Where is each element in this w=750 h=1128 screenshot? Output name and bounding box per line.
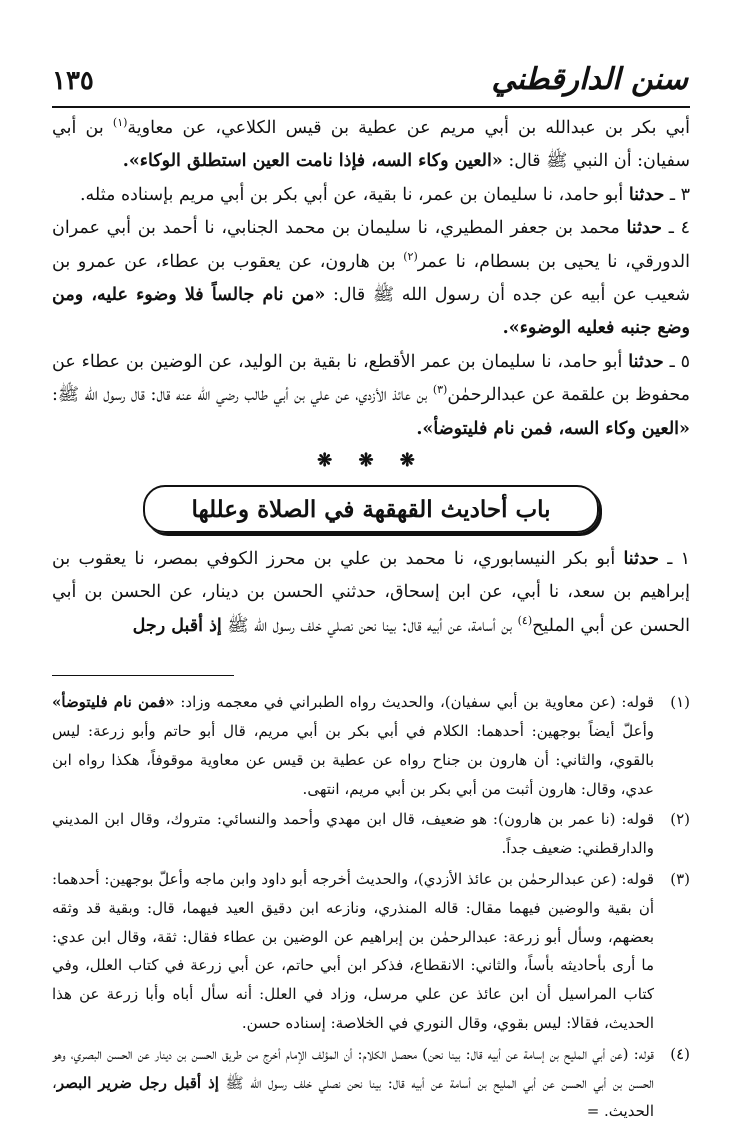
hadith-paragraphs [52,112,690,446]
text-run: محمد بن جعفر المطيري، نا سليمان بن محمد الجنابي، نا أحمد بن أبي عمران الدورقي، نا يحيى بن بسطام، نا عمر [52,218,691,272]
footnote-marker: (١) [112,116,128,130]
footnote [52,1040,690,1126]
text-run: بن أسامة، عن أبيه قال: بينا نحن نصلي خلف رسول الله ﷺ [221,615,518,636]
footnote-text [52,865,654,1038]
footnote [52,688,690,803]
text-run: ٥ ـ [663,351,690,372]
text-run: قوله: (عن معاوية بن أبي سفيان)، والحديث رواه الطبراني في معجمه وزاد: [174,693,654,712]
text-run: ، الحديث. = [52,1073,654,1121]
bold-text: إذ أقبل رجل [132,615,222,636]
text-run: أبو بكر النيسابوري، نا محمد بن علي بن محرز الكوفي بمصر، نا يعقوب بن إبراهيم بن سعد، نا أبي، عن ابن إسحاق، حدثني الحسن بن دينار، عن الحسن بن أبي الحسن عن أبي المليح [52,549,690,636]
text-run: ١ ـ [658,549,690,570]
text-run: ٣ ـ [664,184,690,205]
section-divider-stars: ❋ ❋ ❋ [317,450,425,472]
chapter-paragraph [52,543,690,643]
hadith-paragraph [52,346,690,446]
text-run: بن عائذ الأزدي، عن علي بن أبي طالب رضي الله عنه قال: قال رسول الله ﷺ: [52,385,433,406]
bold-text: حدثنا [628,184,665,205]
bold-text: «من نام جالساً فلا وضوء عليه، ومن وضع جنبه فعليه الوضوء». [52,285,690,339]
page-header [52,62,690,112]
bold-text: «فمن نام فليتوضأ» [52,693,175,712]
chapter-title: باب أحاديث القهقهة في الصلاة وعللها [191,495,551,523]
main-text [52,112,690,643]
footnotes [52,688,690,1126]
footnote-number: (٣) [670,870,690,889]
footnote-marker: (٣) [432,383,448,397]
page-number: ١٣٥ [52,66,94,96]
bold-text: حدثنا [623,549,659,570]
text-run: قوله: (نا عمر بن هارون): هو ضعيف، قال ابن مهدي وأحمد والنسائي: متروك، وقال ابن المديني والدارقطني: ضعيف جداً. [52,810,654,858]
footnote-number: (٢) [670,810,690,829]
text-run: قوله: (عن عبدالرحمٰن بن عائذ الأزدي)، والحديث أخرجه أبو داود وابن ماجه وأعلّ بوجهين: أحدهما: أن بقية والوضين فيهما مقال: قاله المنذري، ونازعه ابن دقيق العيد فيهما، قال: وبقية قد وثقه بعضهم، وسأل أبو زرعة: عبدالرحمٰن بن إبراهيم عن الوضين بن عطاء فقال: ثقة، وقال ابن عدي: ما أرى بأحاديثه بأساً، والثاني: الانقطاع، فذكر ابن أبي حاتم، عن أبي زرعة في كتاب العلل، وفي كتاب المراسيل أن ابن عائذ عن علي مرسل، وزاد في العلل: أنه سأل أباه وأبا زرعة عن هذا الحديث، فقالا: ليس بقوي، وقال النوري في الخلاصة: إسناده حسن. [52,870,654,1033]
bold-text: «العين وكاء السه، فمن نام فليتوضأ». [416,418,690,439]
footnote [52,865,690,1038]
chapter-heading [143,485,599,533]
bold-text: «العين وكاء السه، فإذا نامت العين استطلق الوكاء». [122,151,503,172]
text-run: قوله: (عن أبي المليح بن إسامة عن أبيه قال: بينا نحن) محصل الكلام: أن المؤلف الإمام أخرج من طريق الحسن بن دينار عن الحسن البصري، وهو الحسن بن أبي الحسن عن أبي المليح بن أسامة عن أبيه قال: بينا نحن نصلي خلف رسول الله ﷺ [52,1044,654,1092]
footnote-marker: (٢) [403,249,418,263]
text-run: بن أبي سفيان: أن النبي ﷺ قال: [52,118,690,172]
footnote-text [52,805,654,863]
chapter-paragraphs [52,543,690,643]
footnote-marker: (٤) [517,614,533,628]
header-rule [52,106,690,108]
running-title: سنن الدارقطني [491,62,688,97]
text-run: بن هارون، عن يعقوب بن عطاء، عن عمرو بن شعيب عن أبيه عن جده أن رسول الله ﷺ قال: [52,251,690,306]
footnote-separator [52,675,234,676]
bold-text: إذ أقبل رجل ضرير البصر [56,1073,219,1092]
text-run: وأعلّ أيضاً بوجهين: أحدهما: الكلام في أبي بكر بن أبي مريم، قال أبو حاتم وأبو زرعة: ليس بالقوي، والثاني: أن هارون بن جناح رواه عن عطية بن قيس عن معاوية موقوفاً، هكذا رواه ابن عدي، وقال: هارون أثبت من أبي بكر بن أبي مريم، انتهى. [52,722,654,798]
text-run: ٤ ـ [661,218,690,239]
hadith-paragraph [52,212,690,346]
hadith-paragraph [52,112,690,179]
text-run: أبو حامد، نا سليمان بن عمر، نا بقية، عن أبي بكر بن أبي مريم بإسناده مثله. [79,184,629,205]
bold-text: حدثنا [626,218,662,239]
book-page [52,62,690,1128]
text-run: أبي بكر بن عبدالله بن أبي مريم عن عطية بن قيس الكلاعي، عن معاوية [127,118,690,138]
hadith-paragraph [52,179,690,212]
text-run: أبو حامد، نا سليمان بن عمر الأقطع، نا بقية بن الوليد، عن الوضين بن عطاء عن محفوظ بن علقمة عن عبدالرحمٰن [52,351,690,406]
footnote-number: (٤) [670,1044,690,1063]
footnote-text [52,688,654,803]
bold-text: حدثنا [628,351,664,372]
footnote [52,805,690,863]
footnote-number: (١) [670,693,690,712]
footnote-text [52,1040,654,1126]
